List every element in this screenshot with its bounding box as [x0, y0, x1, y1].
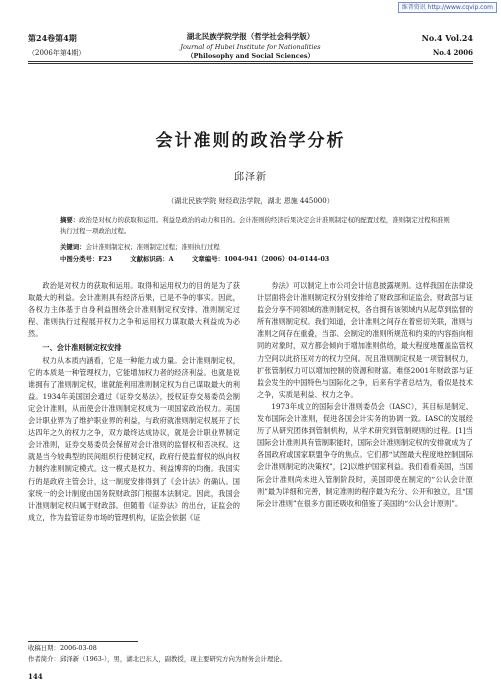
header-right-issue: No.4 Vol.24	[421, 33, 473, 43]
article-author: 邱泽新	[234, 172, 267, 183]
body-right-column	[257, 280, 473, 510]
header-left-issue: 第24卷第4期	[28, 33, 77, 43]
keywords-text: 会计准则制定权；准则制定过程；准则执行过程	[85, 243, 220, 251]
body-paragraph: 权力从本质内涵看，它是一种能力或力量。会计准则制定权，它的本质是一种管理权力，它能增加权力者的经济利益。也就是说谁拥有了准则制定权，谁就能利用准则制定权为自己谋取最大的利益。1934年美国国会通过《证券交易法》，授权证券交易委员会制定会计准则，从而使会计准则制定权成为一项国家政治权力。美国会计职业界为了维护职业界的利益，与政府就准则制定权展开了长达四年之久的权力之争，双方最终达成协议，就是会计职业界制定会计准则，证券交易委员会保留对会计准则的监督权和否决权。这就是当今较典型的民间组织行使制定权，政府行使监督权的纵向权力制约准则制定模式。这一模式是权力、利益博弈的均衡。我国实行的是政府主管会计，这一制度安排得到了《会计法》的确认。国家统一的会计制度由国务院财政部门根据本法制定。因此，我国会计准则制定权归属于财政部。但随着《证券法》的出台，证监会的成立，作为监管证券市场的管理机构，证监会依据《证	[28, 355, 240, 522]
clc-label: 中图分类号：	[60, 255, 99, 263]
body-paragraph: 政治是对权力的获取和运用。取得和运用权力的目的是为了获取最大的利益。会计准则具有经济后果，已是不争的事实。因此，各权力主体基于自身利益围绕会计准则制定权安排、准则制定过程、准则执行过程展开权力之争和运用权力谋取最大利益成为必然。	[28, 281, 240, 339]
keywords	[60, 242, 452, 253]
header-rule-top	[28, 61, 473, 62]
doc-code-label: 文献标识码：	[130, 255, 169, 263]
header-left-date: （2006年第4期）	[28, 49, 86, 57]
header-journal-en: Journal of Hubei Institute for Nationalities	[180, 43, 321, 51]
body-paragraph: 券法》可以制定上市公司会计信息披露规则。这样我国在法律设计层面将会计准则制定权分别安排给了财政部和证监会。财政部与证监会分享不同领域的准则制定权，各自拥有该领域内从起草到监督的所有准则制定权。我们知道，会计准则之间存在着密切关联，准则与准则之间存在重叠，当部、会制定的准则所规范和约束的内容指向相同的对象时，双方都会倾向于增加准则供给，最大程度地覆盖监管权力空间以此挤压对方的权力空间。况且准则制定权是一项管制权力，扩张管制权力可以增加控制的资源和财富。难怪2001年财政部与证监会发生的中国特色与国际化之争，后来有学者总结为，看似是技术之争，实质是利益、权力之争。	[257, 281, 473, 399]
header-right-date: No.4 2006	[432, 48, 473, 57]
article-affiliation: （湖北民族学院 财经政法学院，湖北 恩施 445000）	[167, 197, 334, 205]
footnote-author-bio: 作者简介：邱泽新（1963-），男，湖北巴东人，副教授，现主要研究方向为财务会计理论。	[28, 655, 287, 663]
article-no-value: 1004-941（2006）04-0144-03	[223, 255, 330, 263]
section-heading: 一、会计准则制定权安排	[42, 343, 122, 353]
keywords-label: 关键词：	[60, 243, 86, 251]
article-no-label: 文章编号：	[192, 255, 224, 263]
clc-value: F23	[98, 255, 112, 263]
header-journal-cn: 湖北民族学院学报（哲学社会科学版）	[186, 32, 315, 41]
abstract-text: 政治是对权力的获取和运用。利益是政治的动力和目的。会计准则的经济后果决定会计准则制定权的配置过程，准则制定过程和准则执行过程一项政治过程。	[60, 216, 450, 235]
article-title: 会计准则的政治学分析	[155, 131, 346, 151]
body-paragraph: 1973年成立的国际会计准则委员会（IASC），其目标是制定、发布国际会计准则，促进各国会计实务的协调一致。IASC的发展经历了从研究团体到管制机构，从学术研究到管制规则的过程。[1]当国际会计准则具有管制职能时，国际会计准则制定权的安排就成为了各国政府或国家联盟争夺的焦点。它们都“试图最大程度地控制国际会计准则制定的决策权”，[2]以维护国家利益。我们看看美国，当国际会计准则尚未进入管制阶段时，美国即使在制定的“公认会计原则”最为详细和完善，制定准则的程序最为充分、公开和独立，且“国际会计准则”在很多方面还吸收和借鉴了美国的“公认会计原则”。	[257, 401, 473, 508]
footnote-received: 收稿日期：2006-03-08	[28, 644, 97, 652]
header-journal-en-sub: （Philosophy and Social Sciences）	[186, 52, 315, 60]
classification-line	[60, 254, 452, 265]
header-rule-bottom	[28, 63, 473, 64]
page-number: 144	[28, 672, 43, 681]
body-left-column	[28, 280, 240, 524]
footnote-rule	[28, 641, 138, 642]
doc-code-value: A	[168, 255, 174, 263]
abstract-label: 摘要：	[60, 216, 80, 224]
abstract	[60, 215, 452, 237]
watermark: 维普资讯 http://www.cqvip.com	[398, 2, 497, 13]
